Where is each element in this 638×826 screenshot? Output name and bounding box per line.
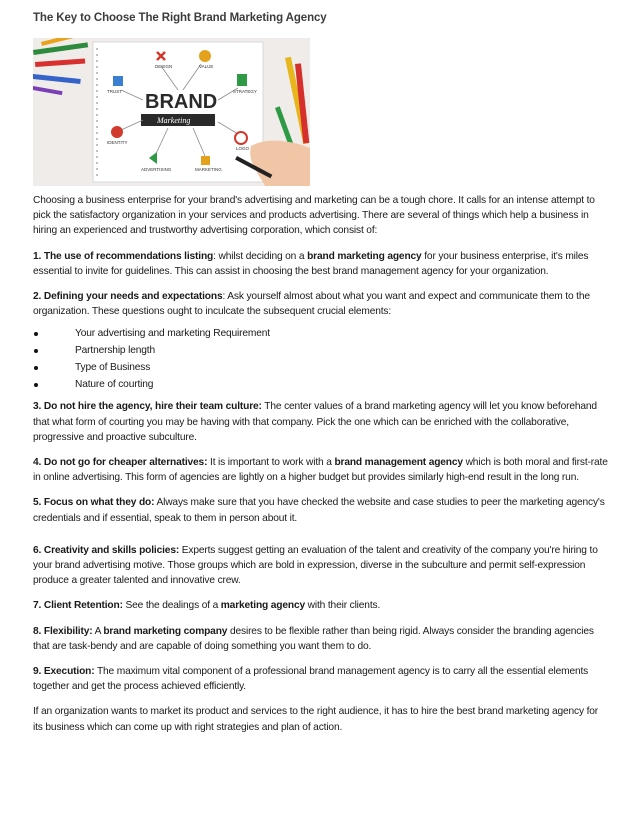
keyword-brand-management-agency: brand management agency [334, 457, 463, 469]
list-item: Nature of courting [33, 376, 608, 393]
point-1-heading: 1. The use of recommendations listing [33, 250, 214, 262]
point-1: 1. The use of recommendations listing: whilst deciding on a brand marketing agency for your business enterprise, it's miles essential to invite for guidelines. This can assist in choosing the best brand management agency for your organization. [33, 250, 589, 277]
point-4: 4. Do not go for cheaper alternatives: It is important to work with a brand management agency which is both moral and first-rate in online advertising. This form of agencies are lightly on a higher budget but provides similarly high-end result in the long run. [33, 457, 608, 484]
brand-sketch-image [33, 38, 310, 186]
keyword-marketing-agency: marketing agency [220, 600, 305, 612]
label-design: DESIGN [155, 64, 173, 69]
list-item: Your advertising and marketing Requirement [33, 325, 608, 342]
point-9: 9. Execution: The maximum vital component of a professional brand management agency is to carry all the essential elements together and get the process achieved efficiently. [33, 666, 589, 693]
strategy-icon [237, 74, 247, 86]
point-5: 5. Focus on what they do: Always make sure that you have checked the website and case studies to peer the marketing agency's credentials and if essential, speak to them in person about it. [33, 497, 605, 524]
keyword-brand-marketing-company: brand marketing company [103, 625, 228, 637]
point-2: 2. Defining your needs and expectations: Ask yourself almost about what you want and expect and communicate them to the organization. These questions ought to inculcate the subsequent crucial elements: [33, 291, 590, 318]
point-9-heading: 9. Execution: [33, 666, 95, 678]
list-item: Type of Business [33, 359, 608, 376]
label-advertising: ADVERTISING [141, 167, 172, 172]
point-4-heading: 4. Do not go for cheaper alternatives: [33, 457, 208, 469]
document-title: The Key to Choose The Right Brand Marketing Agency [33, 12, 327, 24]
label-value: VALUE [199, 64, 214, 69]
point-6-heading: 6. Creativity and skills policies: [33, 544, 180, 556]
bullet-icon [34, 383, 38, 387]
intro-paragraph: Choosing a business enterprise for your brand's advertising and marketing can be a tough chore. It calls for an intense attempt to pick the satisfactory organization in your services and products advertising. There are several of things which help a business in hiring an experienced and trustworthy advertising corporation, which consist of: [33, 195, 595, 237]
label-trust: TRUST [107, 89, 122, 94]
point-2-heading: 2. Defining your needs and expectations [33, 291, 223, 303]
brand-word: BRAND [145, 91, 218, 113]
point-5-heading: 5. Focus on what they do: [33, 497, 155, 509]
label-strategy: STRATEGY [233, 89, 257, 94]
bullet-icon [34, 349, 38, 353]
point-6: 6. Creativity and skills policies: Experts suggest getting an evaluation of the talent and creativity of the company you're hiring to your brand advertising motive. Those groups which are bold in expression, diverse in the subculture and permit self-expression produce a greater talented and innovative crew. [33, 544, 598, 587]
marketing-icon [201, 156, 210, 165]
requirements-list [33, 325, 608, 393]
point-7-heading: 7. Client Retention: [33, 600, 123, 612]
value-icon [199, 50, 211, 62]
trust-icon [113, 76, 123, 86]
point-3: 3. Do not hire the agency, hire their team culture: The center values of a brand marketing agency will let you know beforehand that what form of courting you may be having with that company. Pick the one which can be enriched with the collaborative, progressive and proactive subculture. [33, 401, 597, 443]
label-identity: IDENTITY [107, 140, 128, 145]
identity-icon [111, 126, 123, 138]
point-8-heading: 8. Flexibility: [33, 625, 93, 637]
bullet-icon [34, 332, 38, 336]
label-marketing: MARKETING [195, 167, 222, 172]
point-8: 8. Flexibility: A brand marketing company desires to be flexible rather than being rigid. Always consider the branding agencies that are task-bendy and are capable of doing something you want them to do. [33, 625, 594, 652]
point-7: 7. Client Retention: See the dealings of a marketing agency with their clients. [33, 600, 381, 612]
list-item: Partnership length [33, 342, 608, 359]
brand-marketing-illustration [33, 38, 310, 186]
article-body [33, 193, 608, 735]
keyword-brand-marketing-agency: brand marketing agency [307, 250, 422, 262]
marketing-word: Marketing [157, 116, 191, 125]
closing-paragraph: If an organization wants to market its product and services to the right audience, it has to hire the best brand marketing agency for its business which can come up with right strategies and plan of action. [33, 706, 599, 733]
bullet-icon [34, 366, 38, 370]
label-logo: LOGO [236, 146, 250, 151]
point-3-heading: 3. Do not hire the agency, hire their team culture: [33, 401, 262, 413]
